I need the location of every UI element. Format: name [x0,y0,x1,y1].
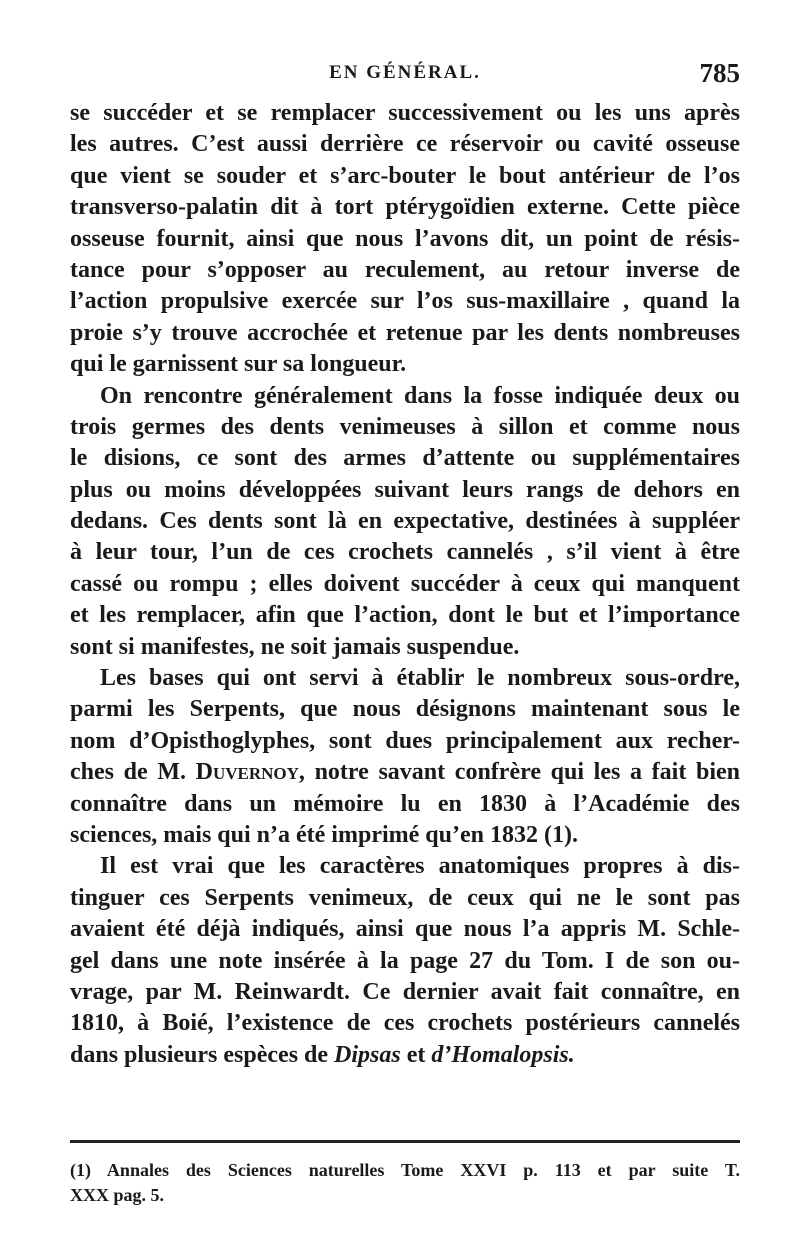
text-line [70,757,740,788]
text-line: osseuse fournit, ainsi que nous l’avons dit, un point de résis- [70,225,740,252]
text-segment: et [400,1041,432,1068]
text-segment: , notre savant confrère qui les a fait bien [298,759,740,786]
genus-name: Dipsas [334,1041,401,1068]
text-line: sciences, mais qui n’a été imprimé qu’en 1832 (1). [70,821,578,848]
text-line: transverso-palatin dit à tort ptérygoïdien externe. Cette pièce [70,194,740,221]
genus-name: d’Homalopsis. [431,1041,575,1068]
page-number: 785 [699,58,740,88]
text-line: Les bases qui ont servi à établir le nombreux sous-ordre, [100,665,740,692]
footnote-rule [70,1140,740,1143]
running-head [70,58,740,88]
text-line: Il est vrai que les caractères anatomiques propres à dis- [100,853,740,880]
text-line: 1810, à Boié, l’existence de ces crochets postérieurs cannelés [70,1010,740,1037]
text-line: sont si manifestes, ne soit jamais suspendue. [70,633,520,660]
text-segment: dans plusieurs espèces de [70,1041,335,1068]
text-line: connaître dans un mémoire lu en 1830 à l’Académie des [70,790,740,817]
text-line: le disions, ce sont des armes d’attente ou supplémentaires [70,445,740,472]
footnote [70,1158,740,1208]
text-line: tinguer ces Serpents venimeux, de ceux qui ne le sont pas [70,884,740,911]
text-line: que vient se souder et s’arc-bouter le bout antérieur de l’os [70,162,740,189]
text-line: proie s’y trouve accrochée et retenue par les dents nombreuses [70,319,740,346]
text-line: et les remplacer, afin que l’action, dont le but et l’importance [70,602,740,629]
text-line: dedans. Ces dents sont là en expectative, destinées à suppléer [70,508,740,535]
text-line: vrage, par M. Reinwardt. Ce dernier avait fait connaître, en [70,978,740,1005]
text-line: On rencontre généralement dans la fosse indiquée deux ou [100,382,740,409]
text-line: plus ou moins développées suivant leurs rangs de dehors en [70,476,740,503]
text-line: trois germes des dents venimeuses à sillon et comme nous [70,413,740,440]
text-line: avaient été déjà indiqués, ainsi que nous l’a appris M. Schle- [70,916,740,943]
text-line: parmi les Serpents, que nous désignons maintenant sous le [70,696,740,723]
text-line: se succéder et se remplacer successivement ou les uns après [70,100,740,126]
text-line: l’action propulsive exercée sur l’os sus-maxillaire , quand la [70,288,740,315]
text-line: gel dans une note insérée à la page 27 du Tom. I de son ou- [70,947,740,974]
text-line: nom d’Opisthoglyphes, sont dues principalement aux recher- [70,727,740,754]
footnote-line: XXX pag. 5. [70,1185,165,1205]
text-line: qui le garnissent sur sa longueur. [70,351,407,378]
text-line: les autres. C’est aussi derrière ce réservoir ou cavité osseuse [70,131,740,158]
text-line: tance pour s’opposer au reculement, au retour inverse de [70,256,740,283]
text-line: à leur tour, l’un de ces crochets cannelés , s’il vient à être [70,539,740,566]
author-name: Duvernoy [195,759,299,786]
text-line [70,1040,740,1071]
running-title: EN GÉNÉRAL. [329,62,481,83]
footnote-line: (1) Annales des Sciences naturelles Tome XXVI p. 113 et par suite T. [70,1160,740,1180]
body-text [70,98,740,1071]
text-segment: ches de M. [70,759,196,786]
text-line: cassé ou rompu ; elles doivent succéder à ceux qui manquent [70,570,740,597]
